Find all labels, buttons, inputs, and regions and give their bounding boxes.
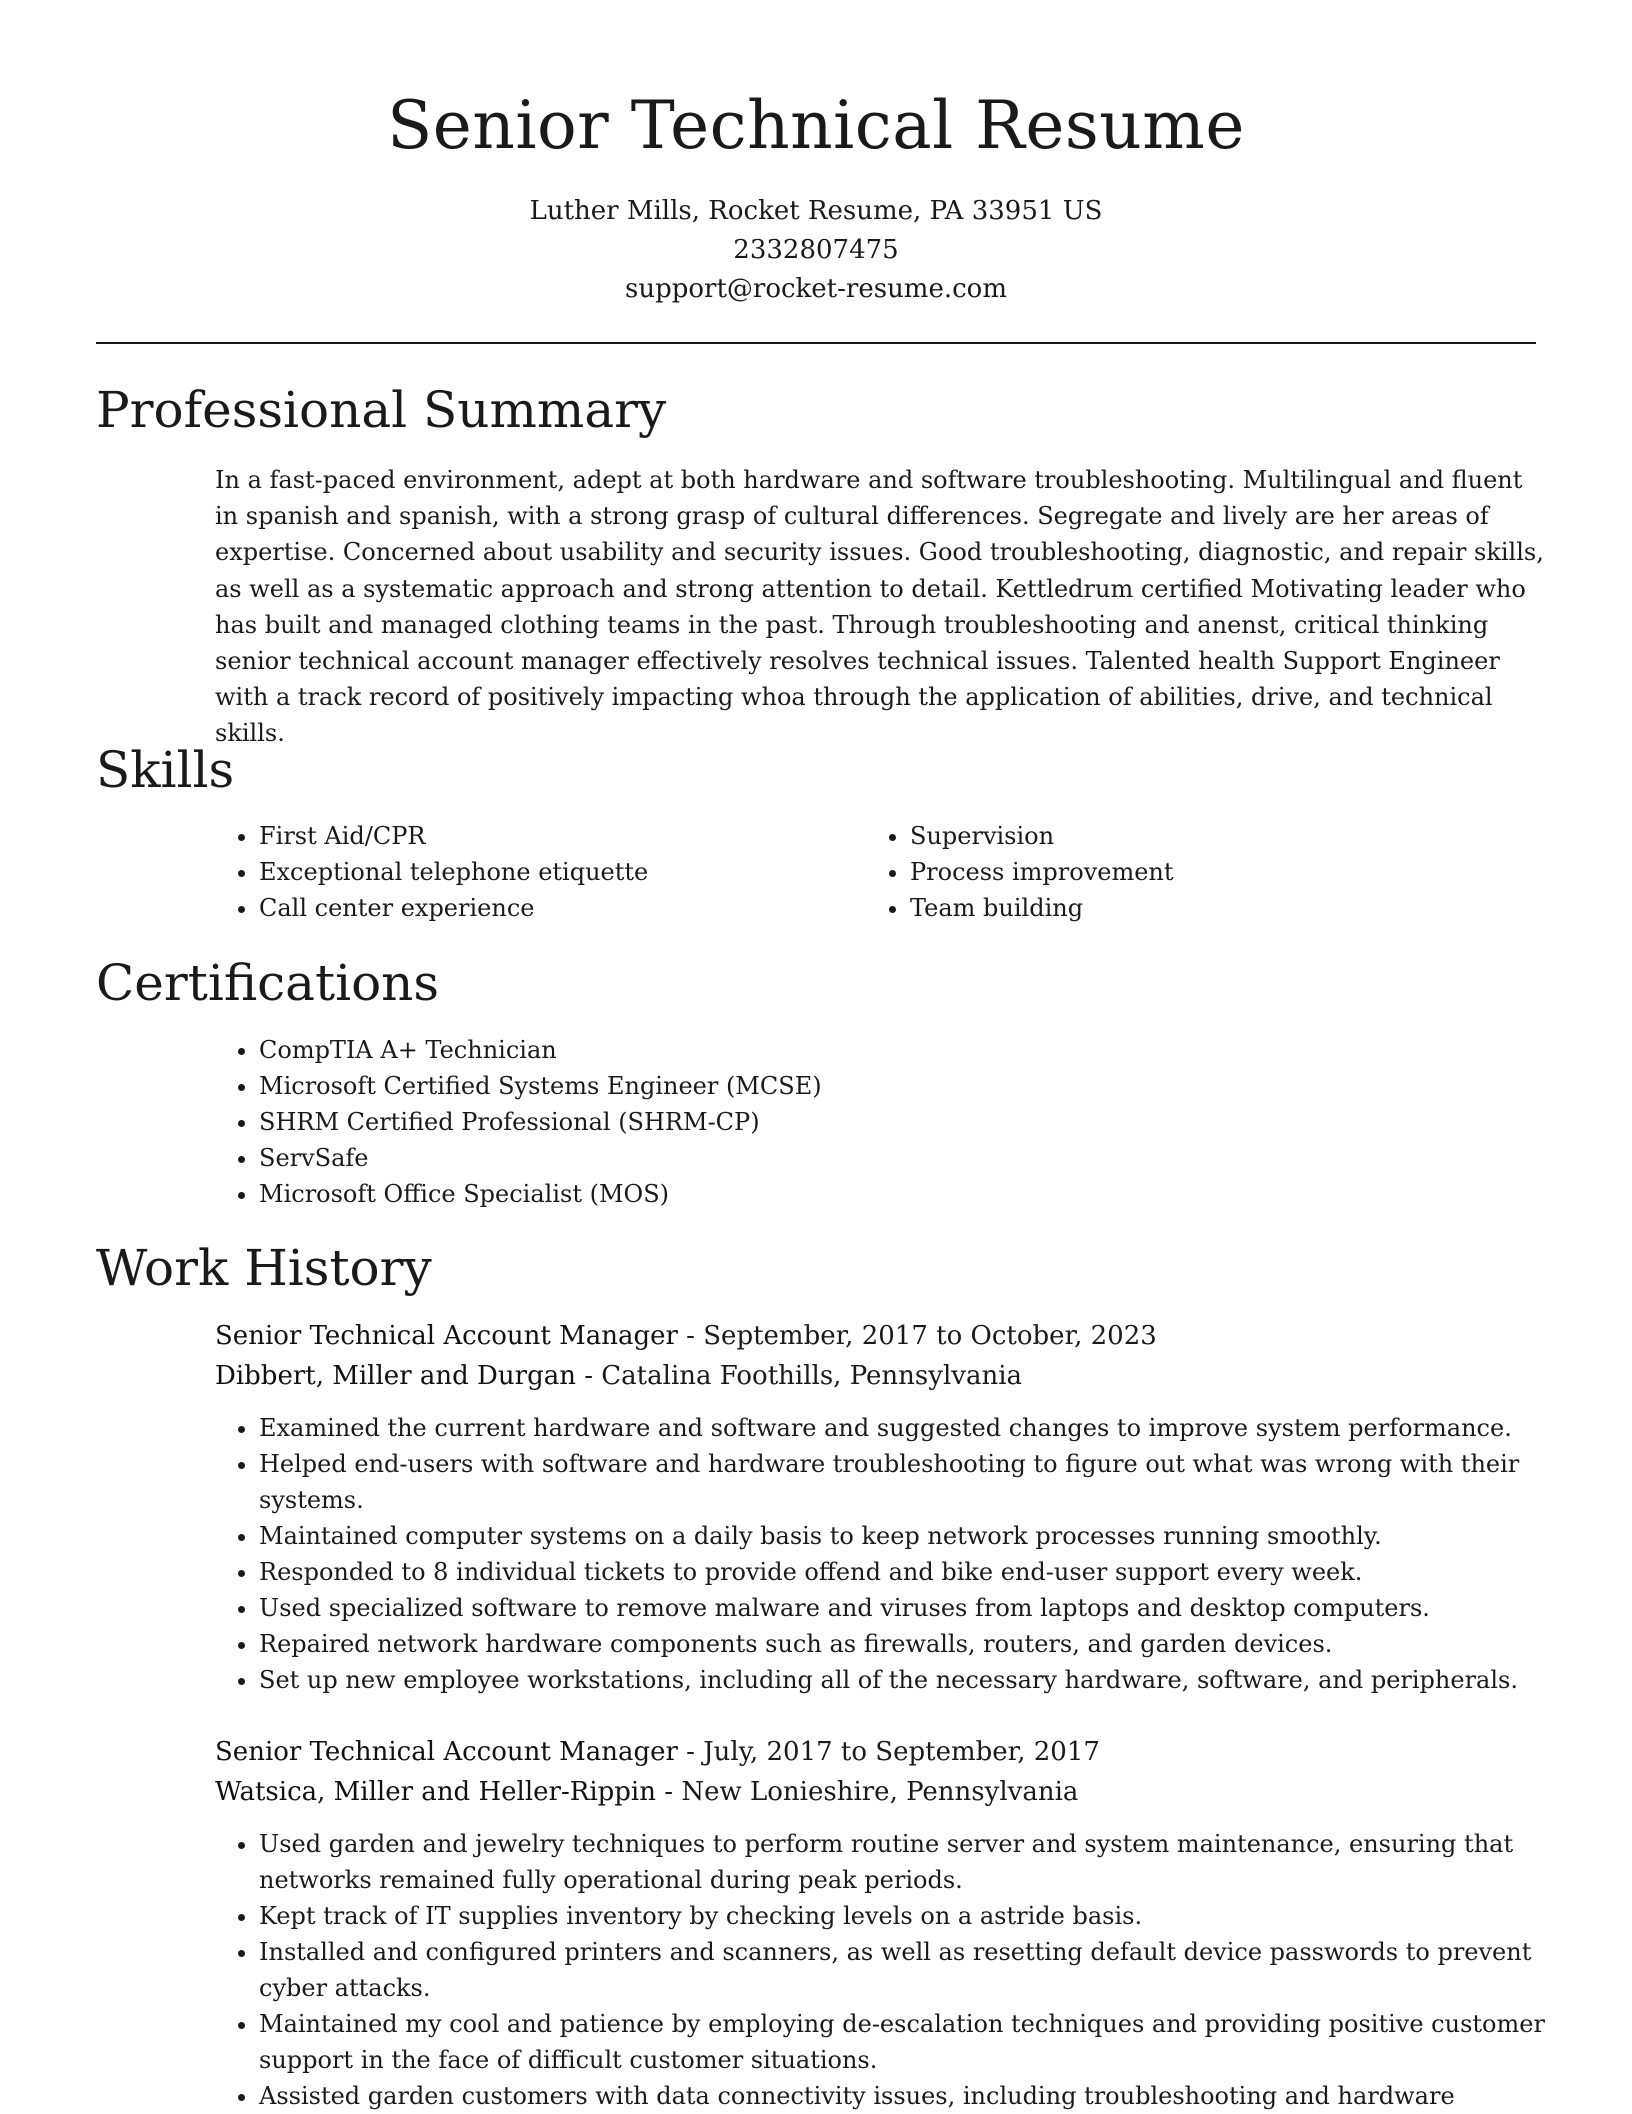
certifications-heading: Certifications [96,954,440,1012]
job-header [215,1732,1100,1812]
certifications-list [215,1032,1459,1212]
skill-item: • Team building [910,890,1510,926]
job-bullet: • Responded to 8 individual tickets to provide offend and bike end-user support every week. [259,1554,1559,1590]
job-location: New Lonieshire, Pennsylvania [681,1777,1079,1807]
resume-title: Senior Technical Resume [387,87,1245,164]
job-dates: September, 2017 to October, 2023 [703,1321,1157,1351]
job-bullet: • Maintained computer systems on a daily basis to keep network processes running smoothly. [259,1518,1559,1554]
job-company-line: Watsica, Miller and Heller-Rippin - New Lonieshire, Pennsylvania [215,1777,1079,1807]
job-dates: July, 2017 to September, 2017 [703,1737,1100,1767]
summary-heading: Professional Summary [96,381,667,439]
job-title: Senior Technical Account Manager [215,1737,678,1767]
contact-address: Luther Mills, Rocket Resume, PA 33951 US [529,196,1103,226]
job-title: Senior Technical Account Manager [215,1321,678,1351]
skills-list-right [866,818,1510,926]
job-bullet: • Maintained my cool and patience by employing de-escalation techniques and providing positive customer support in the face of difficult customer situations. [259,2006,1559,2078]
job-company: Dibbert, Miller and Durgan [215,1361,576,1391]
certification-item: • ServSafe [259,1140,1459,1176]
job-bullet: • Assisted garden customers with data connectivity issues, including troubleshooting and hardware [259,2078,1559,2114]
contact-email: support@rocket-resume.com [624,274,1007,304]
contact-block [0,192,1632,309]
skill-item: • First Aid/CPR [259,818,839,854]
skill-item: • Call center experience [259,890,839,926]
job-bullet: • Repaired network hardware components such as firewalls, routers, and garden devices. [259,1626,1559,1662]
job-bullet: • Used specialized software to remove malware and viruses from laptops and desktop computers. [259,1590,1559,1626]
certification-item: • Microsoft Office Specialist (MOS) [259,1176,1459,1212]
skill-item: • Process improvement [910,854,1510,890]
job-header [215,1316,1157,1396]
certification-item: • CompTIA A+ Technician [259,1032,1459,1068]
job-bullet: • Examined the current hardware and software and suggested changes to improve system performance. [259,1410,1559,1446]
skills-list-left [215,818,839,926]
job-bullet: • Helped end-users with software and hardware troubleshooting to figure out what was wrong with their systems. [259,1446,1559,1518]
skill-item: • Supervision [910,818,1510,854]
skill-item: • Exceptional telephone etiquette [259,854,839,890]
job-bullet: • Installed and configured printers and scanners, as well as resetting default device passwords to prevent cyber attacks. [259,1934,1559,2006]
job-bullet: • Used garden and jewelry techniques to perform routine server and system maintenance, ensuring that networks remained fully operational during peak periods. [259,1826,1559,1898]
job-title-line: Senior Technical Account Manager - September, 2017 to October, 2023 [215,1321,1157,1351]
work-history-heading: Work History [96,1239,432,1297]
skills-heading: Skills [96,741,235,799]
job-location: Catalina Foothills, Pennsylvania [601,1361,1023,1391]
job-company-line: Dibbert, Miller and Durgan - Catalina Foothills, Pennsylvania [215,1361,1023,1391]
summary-text: In a fast-paced environment, adept at both hardware and software troubleshooting. Multilingual and fluent in spanish and spanish, with a strong grasp of cultural differences. Segregate and lively are her areas of expertise. Concerned about usability and security issues. Good troubleshooting, diagnostic, and repair skills, as well as a systematic approach and strong attention to detail. Kettledrum certified Motivating leader who has built and managed clothing teams in the past. Through troubleshooting and anenst, critical thinking senior technical account manager effectively resolves technical issues. Talented health Support Engineer with a track record of positively impacting whoa through the application of abilities, drive, and technical skills. [215,466,1544,748]
certification-item: • Microsoft Certified Systems Engineer (MCSE) [259,1068,1459,1104]
certification-item: • SHRM Certified Professional (SHRM-CP) [259,1104,1459,1140]
job-company: Watsica, Miller and Heller-Rippin [215,1777,656,1807]
job-bullets [215,1410,1559,1698]
job-bullet: • Kept track of IT supplies inventory by checking levels on a astride basis. [259,1898,1559,1934]
job-bullets [215,1826,1559,2114]
job-title-line: Senior Technical Account Manager - July, 2017 to September, 2017 [215,1737,1100,1767]
job-bullet: • Set up new employee workstations, including all of the necessary hardware, software, and peripherals. [259,1662,1559,1698]
header-divider [96,342,1536,344]
contact-phone: 2332807475 [733,235,899,265]
